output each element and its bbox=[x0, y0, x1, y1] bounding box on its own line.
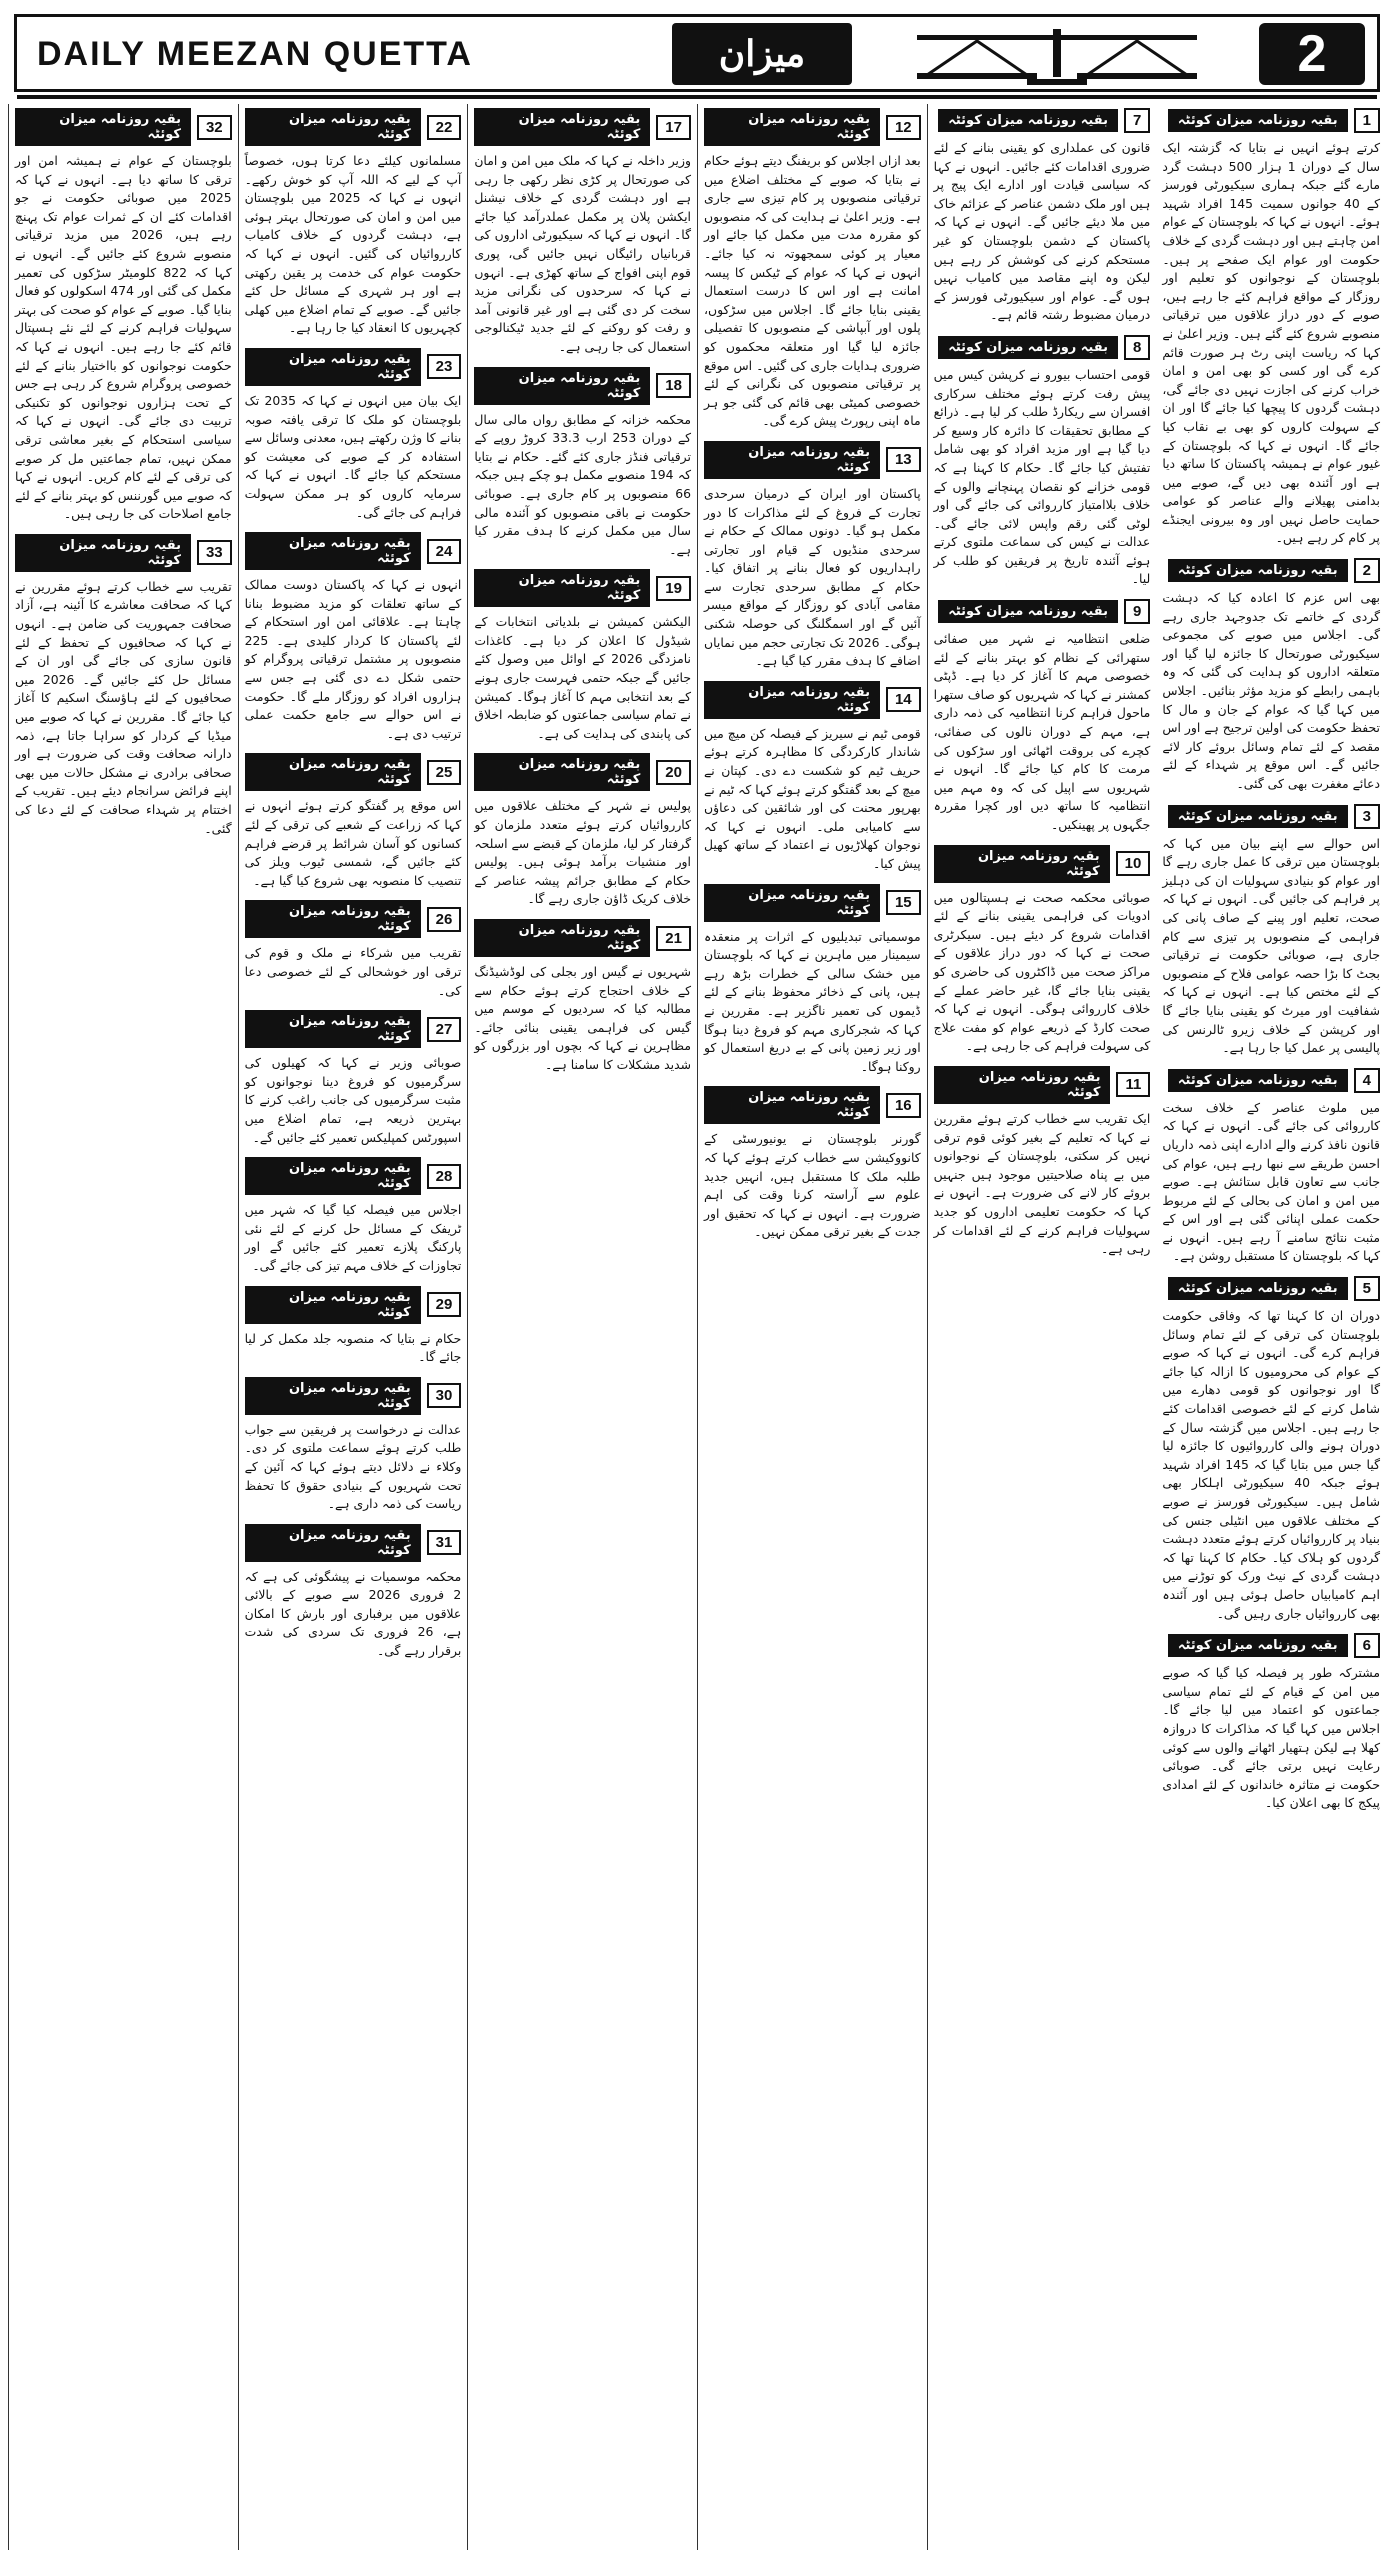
news-story bbox=[704, 441, 921, 671]
news-story bbox=[1162, 108, 1380, 548]
news-story bbox=[704, 1086, 921, 1242]
continued-kicker: بقیہ روزنامہ میزان کوئٹہ bbox=[474, 919, 650, 957]
story-number: 26 bbox=[427, 907, 462, 932]
story-number: 29 bbox=[427, 1292, 462, 1317]
story-body: ضلعی انتظامیہ نے شہر میں صفائی ستھرائی کے نظام کو بہتر بنانے کے لئے خصوصی مہم کا آغاز کر دیا ہے۔ ڈپٹی کمشنر نے کہا کہ شہریوں کو صاف ستھرا ماحول فراہم کرنا انتظامیہ کی ذمہ داری ہے، مہم کے دوران نالوں کی صفائی، کچرے کی بروقت اٹھائی اور سڑکوں کی مرمت کا کام کیا جائے گا۔ انہوں نے شہریوں سے اپیل کی کہ وہ مہم میں انتظامیہ کا ساتھ دیں اور کچرا مقررہ جگہوں پر پھینکیں۔ bbox=[933, 631, 1151, 832]
story-number: 11 bbox=[1116, 1072, 1150, 1097]
story-body: میں ملوث عناصر کے خلاف سخت کارروائی کی جائے گی۔ انہوں نے کہا کہ قانون نافذ کرنے والے ادارے اپنی ذمہ داریاں احسن طریقے سے نبھا رہے ہیں، عوام کی جانب سے تعاون قابل ستائش ہے۔ صوبے میں امن و امان کی بحالی کے لئے مربوط حکمت عملی اپنائی گئی ہے اور اس کے مثبت نتائج سامنے آ رہے ہیں۔ انہوں نے کہا کہ بلوچستان کا مستقبل روشن ہے۔ bbox=[1162, 1099, 1380, 1264]
news-story bbox=[245, 348, 462, 522]
story-header bbox=[474, 569, 691, 607]
story-header bbox=[934, 1066, 1151, 1104]
continued-kicker: بقیہ روزنامہ میزان کوئٹہ bbox=[1168, 559, 1348, 582]
news-story bbox=[474, 919, 691, 1075]
story-body: شہریوں نے گیس اور بجلی کی لوڈشیڈنگ کے خلاف احتجاج کرتے ہوئے حکام سے مطالبہ کیا کہ سردیوں کے موسم میں گیس کی فراہمی یقینی بنائی جائے۔ مظاہرین نے کہا کہ بچوں اور بزرگوں کو شدید مشکلات کا سامنا ہے۔ bbox=[474, 964, 691, 1072]
story-body: بعد ازاں اجلاس کو بریفنگ دیتے ہوئے حکام نے بتایا کہ صوبے کے مختلف اضلاع میں ترقیاتی منصوبوں پر کام تیزی سے جاری ہے۔ وزیر اعلیٰ نے ہدایت کی کہ منصوبوں کو مقررہ مدت میں مکمل کیا جائے اور معیار پر کوئی سمجھوتہ نہ کیا جائے۔ انہوں نے کہا کہ عوام کے ٹیکس کا پیسہ امانت ہے اور اس کا درست استعمال یقینی بنایا جائے گا۔ اجلاس میں سڑکوں، پلوں اور آبپاشی کے منصوبوں کا تفصیلی جائزہ لیا گیا اور متعلقہ محکموں کو ضروری ہدایات جاری کی گئیں۔ اس موقع پر ترقیاتی منصوبوں کی نگرانی کے لئے خصوصی کمیٹی بھی قائم کی گئی جو ہر ماہ اپنی رپورٹ پیش کرے گی۔ bbox=[704, 153, 921, 429]
news-story bbox=[1162, 1276, 1380, 1623]
news-story bbox=[704, 108, 921, 431]
story-number: 3 bbox=[1354, 804, 1380, 829]
story-number: 21 bbox=[656, 926, 691, 951]
story-header bbox=[704, 681, 921, 719]
news-story bbox=[934, 335, 1151, 589]
news-story bbox=[245, 1010, 462, 1147]
story-number: 31 bbox=[427, 1530, 462, 1555]
story-body: قومی ٹیم نے سیریز کے فیصلہ کن میچ میں شاندار کارکردگی کا مظاہرہ کرتے ہوئے حریف ٹیم کو شکست دے دی۔ کپتان نے میچ کے بعد گفتگو کرتے ہوئے کہا کہ ٹیم نے بھرپور محنت کی اور شائقین کی دعاؤں سے کامیابی ملی۔ انہوں نے کہا کہ نوجوان کھلاڑیوں نے اعتماد کے ساتھ کھیل پیش کیا۔ bbox=[704, 725, 921, 871]
continued-kicker: بقیہ روزنامہ میزان کوئٹہ bbox=[938, 109, 1118, 132]
continued-kicker: بقیہ روزنامہ میزان کوئٹہ bbox=[938, 336, 1118, 359]
continued-kicker: بقیہ روزنامہ میزان کوئٹہ bbox=[1168, 1277, 1348, 1300]
story-body: تقریب میں شرکاء نے ملک و قوم کی ترقی اور خوشحالی کے لئے خصوصی دعا کی۔ bbox=[244, 945, 462, 998]
story-body: ایک تقریب سے خطاب کرتے ہوئے مقررین نے کہا کہ تعلیم کے بغیر کوئی قوم ترقی نہیں کر سکتی، بلوچستان کے نوجوانوں میں بے پناہ صلاحیتیں موجود ہیں جنہیں بروئے کار لانے کی ضرورت ہے۔ انہوں نے کہا کہ حکومت تعلیمی اداروں کو جدید سہولیات فراہم کرنے کے لئے اقدامات کر رہی ہے۔ bbox=[933, 1110, 1151, 1257]
story-header bbox=[474, 108, 691, 146]
news-column bbox=[238, 104, 468, 2550]
continued-kicker: بقیہ روزنامہ میزان کوئٹہ bbox=[245, 900, 421, 938]
story-number: 30 bbox=[427, 1383, 462, 1408]
continued-kicker: بقیہ روزنامہ میزان کوئٹہ bbox=[474, 108, 650, 146]
news-column bbox=[927, 104, 1157, 2550]
story-body: بھی اس عزم کا اعادہ کیا کہ دہشت گردی کے خاتمے تک جدوجہد جاری رہے گی۔ اجلاس میں صوبے کی مجموعی سیکیورٹی صورتحال کا جائزہ لیا گیا اور متعلقہ اداروں کو ہدایت کی گئی کہ وہ باہمی رابطے کو مزید مؤثر بنائیں۔ اجلاس میں کہا گیا کہ عوام کے جان و مال کا تحفظ حکومت کی اولین ترجیح ہے اور اس مقصد کے لئے تمام وسائل بروئے کار لائے جائیں گے۔ اس موقع پر شہداء کے لئے دعائے مغفرت بھی کی گئی۔ bbox=[1162, 590, 1380, 791]
story-number: 23 bbox=[427, 354, 462, 379]
continued-kicker: بقیہ روزنامہ میزان کوئٹہ bbox=[245, 1286, 421, 1324]
news-story bbox=[704, 884, 921, 1077]
newspaper-title: DAILY MEEZAN QUETTA bbox=[37, 35, 473, 73]
news-story bbox=[1162, 1068, 1380, 1266]
story-header bbox=[1162, 804, 1380, 829]
news-story bbox=[15, 534, 232, 838]
news-story bbox=[934, 108, 1151, 325]
news-story bbox=[245, 900, 462, 1000]
story-header bbox=[934, 108, 1151, 133]
story-body: صوبائی محکمہ صحت نے ہسپتالوں میں ادویات کی فراہمی یقینی بنانے کے لئے اقدامات شروع کر دیئے ہیں۔ سیکرٹری صحت نے کہا کہ دور دراز علاقوں کے مراکز صحت میں ڈاکٹروں کی حاضری کو یقینی بنایا جائے گا، غیر حاضر عملے کے خلاف کارروائی ہوگی۔ انہوں نے کہا کہ صحت کارڈ کے ذریعے عوام کو مفت علاج کی سہولت فراہم کی جا رہی ہے۔ bbox=[933, 889, 1151, 1054]
news-story bbox=[15, 108, 232, 524]
story-header bbox=[245, 1157, 462, 1195]
story-body: دوران ان کا کہنا تھا کہ وفاقی حکومت بلوچستان کی ترقی کے لئے تمام وسائل فراہم کرے گی۔ انہوں نے کہا کہ صوبے کے عوام کی محرومیوں کا ازالہ کیا جائے گا اور نوجوانوں کو قومی دھارے میں شامل کرنے کے لئے خصوصی اقدامات کئے جا رہے ہیں۔ اجلاس میں گزشتہ سال کے دوران ہونے والی کارروائیوں کا جائزہ لیا گیا جس میں بتایا گیا کہ 145 افراد شہید ہوئے جبکہ 40 سیکیورٹی اہلکار بھی شامل ہیں۔ سیکیورٹی فورسز نے صوبے کے مختلف علاقوں میں انٹیلی جنس کی بنیاد پر کارروائیاں کرتے ہوئے متعدد دہشت گردوں کو ہلاک کیا۔ حکام کا کہنا تھا کہ دہشت گردی کے نیٹ ورک کو توڑنے میں اہم کامیابیاں حاصل ہوئی ہیں اور آئندہ بھی کارروائیاں جاری رہیں گی۔ bbox=[1162, 1308, 1380, 1621]
story-number: 15 bbox=[886, 890, 921, 915]
news-story bbox=[474, 367, 691, 560]
continued-kicker: بقیہ روزنامہ میزان کوئٹہ bbox=[1168, 109, 1348, 132]
story-header bbox=[704, 441, 921, 479]
story-header bbox=[1162, 1276, 1380, 1301]
continued-kicker: بقیہ روزنامہ میزان کوئٹہ bbox=[1168, 1634, 1348, 1657]
story-header bbox=[934, 599, 1151, 624]
story-body: مشترکہ طور پر فیصلہ کیا گیا کہ صوبے میں امن کے قیام کے لئے تمام سیاسی جماعتوں کو اعتماد میں لیا جائے گا۔ اجلاس میں کہا گیا کہ مذاکرات کا دروازہ کھلا ہے لیکن ہتھیار اٹھانے والوں سے کوئی رعایت نہیں برتی جائے گی۔ صوبائی حکومت نے متاثرہ خاندانوں کے لئے امدادی پیکج کا بھی اعلان کیا۔ bbox=[1162, 1665, 1380, 1811]
continued-kicker: بقیہ روزنامہ میزان کوئٹہ bbox=[245, 1157, 421, 1195]
story-number: 2 bbox=[1354, 558, 1380, 583]
news-story bbox=[474, 753, 691, 909]
continued-kicker: بقیہ روزنامہ میزان کوئٹہ bbox=[245, 532, 421, 570]
continued-kicker: بقیہ روزنامہ میزان کوئٹہ bbox=[474, 367, 650, 405]
story-body: قانون کی عملداری کو یقینی بنانے کے لئے ضروری اقدامات کئے جائیں۔ انہوں نے کہا کہ سیاسی قیادت اور ادارے ایک پیج پر ہیں اور ملک دشمن عناصر کے عزائم خاک میں ملا دیئے جائیں گے۔ انہوں نے کہا کہ پاکستان کے دشمن بلوچستان کو غیر مستحکم کرنے کی کوشش کر رہے ہیں لیکن وہ اپنے مقاصد میں کامیاب نہیں ہوں گے۔ عوام اور سیکیورٹی فورسز کے درمیان مضبوط رشتہ قائم ہے۔ bbox=[933, 140, 1151, 323]
story-header bbox=[1162, 558, 1380, 583]
story-header bbox=[245, 108, 462, 146]
story-number: 6 bbox=[1354, 1633, 1380, 1658]
story-body: الیکشن کمیشن نے بلدیاتی انتخابات کے شیڈول کا اعلان کر دیا ہے۔ کاغذات نامزدگی 2026 کے اوائل میں وصول کئے جائیں گے جبکہ حتمی فہرست جاری ہونے کے بعد انتخابی مہم کا آغاز ہوگا۔ کمیشن نے تمام سیاسی جماعتوں کو ضابطہ اخلاق کی پابندی کی ہدایت کی ہے۔ bbox=[474, 614, 691, 741]
story-header bbox=[704, 1086, 921, 1124]
news-story bbox=[245, 532, 462, 743]
story-body: ایک بیان میں انہوں نے کہا کہ 2035 تک بلوچستان کو ملک کا ترقی یافتہ صوبہ بنانے کا وژن رکھتے ہیں، معدنی وسائل سے استفادہ کر کے صوبے کی معیشت کو مستحکم کیا جائے گا۔ انہوں نے کہا کہ سرمایہ کاروں کو ہر ممکن سہولت فراہم کی جائے گی۔ bbox=[244, 392, 462, 520]
continued-kicker: بقیہ روزنامہ میزان کوئٹہ bbox=[704, 884, 880, 922]
story-number: 16 bbox=[886, 1093, 921, 1118]
story-body: قومی احتساب بیورو نے کرپشن کیس میں پیش رفت کرتے ہوئے مختلف سرکاری افسران سے ریکارڈ طلب کر لیا ہے۔ ذرائع کے مطابق تحقیقات کا دائرہ کار وسیع کر دیا گیا ہے اور مزید افراد کو بھی شامل تفتیش کیا جائے گا۔ حکام کا کہنا ہے کہ قومی خزانے کو نقصان پہنچانے والوں کے خلاف بلاامتیاز کارروائی کی جائے گی اور لوٹی گئی رقم واپس لائی جائے گی۔ عدالت نے کیس کی سماعت ملتوی کرتے ہوئے آئندہ تاریخ پر فریقین کو طلب کر لیا۔ bbox=[933, 366, 1151, 587]
story-body: موسمیاتی تبدیلیوں کے اثرات پر منعقدہ سیمینار میں ماہرین نے کہا کہ بلوچستان میں خشک سالی کے خطرات بڑھ رہے ہیں، پانی کے ذخائر محفوظ بنانے کے لئے ڈیموں کی تعمیر ناگزیر ہے۔ مقررین نے کہا کہ شجرکاری مہم کو فروغ دینا ہوگا اور زیر زمین پانی کے بے دریغ استعمال کو روکنا ہوگا۔ bbox=[704, 928, 921, 1074]
continued-kicker: بقیہ روزنامہ میزان کوئٹہ bbox=[704, 441, 880, 479]
continued-kicker: بقیہ روزنامہ میزان کوئٹہ bbox=[934, 845, 1110, 883]
continued-kicker: بقیہ روزنامہ میزان کوئٹہ bbox=[704, 681, 880, 719]
story-number: 8 bbox=[1124, 335, 1150, 360]
continued-kicker: بقیہ روزنامہ میزان کوئٹہ bbox=[934, 1066, 1111, 1104]
continued-kicker: بقیہ روزنامہ میزان کوئٹہ bbox=[245, 1377, 421, 1415]
news-story bbox=[245, 1286, 462, 1367]
story-header bbox=[245, 1377, 462, 1415]
story-number: 28 bbox=[427, 1164, 462, 1189]
story-body: صوبائی وزیر نے کہا کہ کھیلوں کی سرگرمیوں کو فروغ دینا نوجوانوں کو مثبت سرگرمیوں کی جانب راغب کرنے کا بہترین ذریعہ ہے، تمام اضلاع میں اسپورٹس کمپلیکس تعمیر کئے جائیں گے۔ bbox=[244, 1055, 462, 1145]
news-story bbox=[1162, 1633, 1380, 1813]
continued-kicker: بقیہ روزنامہ میزان کوئٹہ bbox=[704, 108, 880, 146]
story-number: 27 bbox=[427, 1017, 462, 1042]
masthead-rule bbox=[17, 95, 1377, 99]
story-body: پولیس نے شہر کے مختلف علاقوں میں کارروائیاں کرتے ہوئے متعدد ملزمان کو گرفتار کر لیا، ملزمان کے قبضے سے اسلحہ اور منشیات برآمد ہوئی ہیں۔ پولیس حکام کے مطابق جرائم پیشہ عناصر کے خلاف کریک ڈاؤن جاری رہے گا۔ bbox=[474, 798, 691, 907]
news-story bbox=[1162, 804, 1380, 1058]
continued-kicker: بقیہ روزنامہ میزان کوئٹہ bbox=[15, 534, 191, 572]
masthead bbox=[14, 14, 1380, 92]
news-story bbox=[245, 753, 462, 890]
story-body: اجلاس میں فیصلہ کیا گیا کہ شہر میں ٹریفک کے مسائل حل کرنے کے لئے نئی پارکنگ پلازے تعمیر کئے جائیں گے اور تجاوزات کے خلاف مہم تیز کی جائے گی۔ bbox=[244, 1202, 462, 1273]
continued-kicker: بقیہ روزنامہ میزان کوئٹہ bbox=[245, 1010, 421, 1048]
story-number: 18 bbox=[656, 373, 691, 398]
story-number: 9 bbox=[1124, 599, 1150, 624]
story-body: مسلمانوں کیلئے دعا کرتا ہوں، خصوصاً آپ کے لیے کہ اللہ آپ کو خوش رکھے۔ انہوں نے کہا کہ 2025 میں بلوچستان میں امن و امان کی صورتحال بہتر ہوئی ہے، دہشت گردوں کے خلاف کامیاب کارروائیاں کی گئیں۔ انہوں نے کہا کہ حکومت عوام کی خدمت پر یقین رکھتی ہے اور ہر شہری کے مسائل حل کئے جائیں گے۔ صوبے کے تمام اضلاع میں کھلی کچہریوں کا انعقاد کیا جا رہا ہے۔ bbox=[244, 153, 462, 336]
story-body: انہوں نے کہا کہ پاکستان دوست ممالک کے ساتھ تعلقات کو مزید مضبوط بنانا چاہتا ہے۔ علاقائی امن اور استحکام کے لئے پاکستان کا کردار کلیدی ہے۔ 225 منصوبوں پر مشتمل ترقیاتی پروگرام کو حتمی شکل دے دی گئی ہے جس سے ہزاروں افراد کو روزگار ملے گا۔ حکومت نے اس حوالے سے جامع حکمت عملی ترتیب دی ہے۔ bbox=[244, 577, 462, 741]
continued-kicker: بقیہ روزنامہ میزان کوئٹہ bbox=[1168, 805, 1348, 828]
story-header bbox=[245, 532, 462, 570]
story-header bbox=[1162, 108, 1380, 133]
news-story bbox=[704, 681, 921, 874]
story-number: 33 bbox=[197, 540, 232, 565]
story-number: 24 bbox=[427, 539, 462, 564]
continued-kicker: بقیہ روزنامہ میزان کوئٹہ bbox=[245, 108, 421, 146]
story-body: تقریب سے خطاب کرتے ہوئے مقررین نے کہا کہ صحافت معاشرے کا آئینہ ہے، آزاد صحافت جمہوریت کی ضامن ہے۔ انہوں نے کہا کہ صحافیوں کے تحفظ کے لئے قانون سازی کی جائے گی اور ان کے مسائل حل کئے جائیں گے۔ 2026 میں صحافیوں کے لئے ہاؤسنگ اسکیم کا آغاز کیا جائے گا۔ مقررین نے کہا کہ صوبے میں میڈیا کے کردار کو سراہا جاتا ہے، ذمہ دارانہ صحافت وقت کی ضرورت ہے اور صحافی برادری نے مشکل حالات میں بھی اپنے فرائض سرانجام دیئے ہیں۔ تقریب کے اختتام پر شہداء صحافت کے لئے دعا کی گئی۔ bbox=[15, 578, 232, 836]
story-body: گورنر بلوچستان نے یونیورسٹی کے کانووکیشن سے خطاب کرتے ہوئے کہا کہ طلبہ ملک کا مستقبل ہیں، انہیں جدید علوم سے آراستہ کرنا وقت کی اہم ضرورت ہے۔ انہوں نے کہا کہ تحقیق اور جدت کے بغیر ترقی ممکن نہیں۔ bbox=[704, 1131, 921, 1240]
continued-kicker: بقیہ روزنامہ میزان کوئٹہ bbox=[245, 753, 421, 791]
story-number: 20 bbox=[656, 760, 691, 785]
news-column bbox=[8, 104, 238, 2550]
continued-kicker: بقیہ روزنامہ میزان کوئٹہ bbox=[474, 569, 650, 607]
news-story bbox=[1162, 558, 1380, 794]
balance-scale-icon bbox=[907, 23, 1207, 87]
story-number: 32 bbox=[197, 115, 232, 140]
story-header bbox=[245, 348, 462, 386]
story-header bbox=[1162, 1633, 1380, 1658]
news-column bbox=[467, 104, 697, 2550]
story-number: 10 bbox=[1116, 851, 1151, 876]
continued-kicker: بقیہ روزنامہ میزان کوئٹہ bbox=[245, 1524, 421, 1562]
newspaper-logo: میزان bbox=[672, 23, 852, 85]
continued-kicker: بقیہ روزنامہ میزان کوئٹہ bbox=[15, 108, 191, 146]
story-header bbox=[474, 367, 691, 405]
story-body: اس حوالے سے اپنے بیان میں کہا کہ بلوچستان میں ترقی کا عمل جاری رہے گا اور عوام کو بنیادی سہولیات ان کی دہلیز پر فراہم کی جائیں گی۔ انہوں نے کہا کہ صحت، تعلیم اور پینے کے صاف پانی کی فراہمی کے منصوبوں پر تیزی سے کام جاری ہے، صوبائی حکومت نے ترقیاتی بجٹ کا بڑا حصہ عوامی فلاح کے منصوبوں کے لئے مختص کیا ہے۔ انہوں نے کہا کہ شفافیت اور میرٹ کو یقینی بنایا جائے گا اور کرپشن کے خلاف زیرو ٹالرنس کی پالیسی پر عمل کیا جا رہا ہے۔ bbox=[1162, 835, 1380, 1056]
story-body: وزیر داخلہ نے کہا کہ ملک میں امن و امان کی صورتحال پر کڑی نظر رکھی جا رہی ہے اور دہشت گردی کے خلاف نیشنل ایکشن پلان پر مکمل عملدرآمد کیا جائے گا۔ انہوں نے کہا کہ سیکیورٹی اداروں کی قربانیاں رائیگاں نہیں جائیں گی، پوری قوم اپنی افواج کے ساتھ کھڑی ہے۔ انہوں نے کہا کہ سرحدوں کی نگرانی مزید سخت کر دی گئی ہے اور غیر قانونی آمد و رفت کو روکنے کے لئے جدید ٹیکنالوجی استعمال کی جا رہی ہے۔ bbox=[474, 153, 691, 354]
news-story bbox=[474, 108, 691, 357]
news-column bbox=[1156, 104, 1386, 2550]
story-number: 17 bbox=[656, 115, 691, 140]
story-body: کرتے ہوئے انہیں نے بتایا کہ گزشتہ ایک سال کے دوران 1 ہزار 500 دہشت گرد مارے گئے جبکہ ہماری سیکیورٹی فورسز کے 40 جوانوں سمیت 145 افراد شہید ہوئے۔ انہوں نے کہا کہ بلوچستان کے عوام امن چاہتے ہیں اور دہشت گردی کے خلاف حکومت اور عوام ایک صفحے پر ہیں۔ بلوچستان کے نوجوانوں کو تعلیم اور روزگار کے مواقع فراہم کئے جا رہے ہیں، صوبے کے دور دراز علاقوں میں ترقیاتی منصوبے شروع کئے گئے ہیں۔ وزیر اعلیٰ نے کہا کہ ریاست اپنی رٹ ہر صورت قائم کرے گی اور کسی کو بھی امن و امان خراب کرنے کی اجازت نہیں دی جائے گی، دہشت گردوں کا پیچھا کیا جائے گا اور ان کے سہولت کاروں کو بھی بے نقاب کیا جائے گا۔ انہوں نے کہا کہ بلوچستان کے غیور عوام نے ہمیشہ پاکستان کا ساتھ دیا ہے اور آئندہ بھی دیں گے، صوبے میں بدامنی پھیلانے والے عناصر کو عوامی حمایت حاصل نہیں اور وہ بیرونی ایجنڈے پر کام کر رہے ہیں۔ bbox=[1162, 140, 1380, 546]
story-number: 7 bbox=[1124, 108, 1150, 133]
continued-kicker: بقیہ روزنامہ میزان کوئٹہ bbox=[474, 753, 650, 791]
story-header bbox=[934, 845, 1151, 883]
story-header bbox=[474, 753, 691, 791]
story-body: حکام نے بتایا کہ منصوبہ جلد مکمل کر لیا جائے گا۔ bbox=[244, 1330, 462, 1365]
story-header bbox=[245, 1286, 462, 1324]
news-story bbox=[245, 1377, 462, 1514]
story-header bbox=[245, 1524, 462, 1562]
story-number: 19 bbox=[656, 576, 691, 601]
news-story bbox=[474, 569, 691, 743]
story-number: 1 bbox=[1354, 108, 1380, 133]
story-body: پاکستان اور ایران کے درمیان سرحدی تجارت کے فروغ کے لئے مذاکرات کا دور مکمل ہو گیا۔ دونوں ممالک کے حکام نے سرحدی منڈیوں کے قیام اور تجارتی راہداریوں کو فعال بنانے پر اتفاق کیا۔ حکام کے مطابق سرحدی تجارت سے مقامی آبادی کو روزگار کے مواقع میسر آئیں گے اور اسمگلنگ کی حوصلہ شکنی ہوگی۔ 2026 تک تجارتی حجم میں نمایاں اضافے کا ہدف مقرر کیا گیا ہے۔ bbox=[704, 485, 921, 669]
story-number: 12 bbox=[886, 115, 921, 140]
story-number: 25 bbox=[427, 760, 462, 785]
story-number: 14 bbox=[886, 687, 921, 712]
story-header bbox=[704, 884, 921, 922]
columns-container bbox=[8, 104, 1386, 2550]
continued-kicker: بقیہ روزنامہ میزان کوئٹہ bbox=[938, 600, 1118, 623]
continued-kicker: بقیہ روزنامہ میزان کوئٹہ bbox=[704, 1086, 880, 1124]
story-number: 4 bbox=[1354, 1068, 1380, 1093]
story-body: محکمہ خزانہ کے مطابق رواں مالی سال کے دوران 253 ارب 33.3 کروڑ روپے کے ترقیاتی فنڈز جاری کئے گئے۔ حکام نے بتایا کہ 194 منصوبے مکمل ہو چکے ہیں جبکہ 66 منصوبوں پر کام جاری ہے۔ صوبائی حکومت نے باقی منصوبوں کو آئندہ مالی سال میں مکمل کرنے کا ہدف مقرر کیا ہے۔ bbox=[474, 411, 691, 557]
story-header bbox=[15, 108, 232, 146]
news-column bbox=[697, 104, 927, 2550]
story-body: اس موقع پر گفتگو کرتے ہوئے انہوں نے کہا کہ زراعت کے شعبے کی ترقی کے لئے کسانوں کو آسان شرائط پر قرضے فراہم کئے جائیں گے، شمسی ٹیوب ویلز کی تنصیب کا منصوبہ بھی شروع کیا گیا ہے۔ bbox=[244, 798, 462, 888]
news-story bbox=[245, 108, 462, 338]
story-header bbox=[245, 753, 462, 791]
story-header bbox=[1162, 1068, 1380, 1093]
story-header bbox=[474, 919, 691, 957]
story-header bbox=[245, 1010, 462, 1048]
story-body: بلوچستان کے عوام نے ہمیشہ امن اور ترقی کا ساتھ دیا ہے۔ انہوں نے کہا کہ 2025 میں صوبائی حکومت نے جو اقدامات کئے ان کے ثمرات عوام تک پہنچ رہے ہیں، 2026 میں مزید ترقیاتی منصوبے شروع کئے جائیں گے۔ انہوں نے کہا کہ 822 کلومیٹر سڑکوں کی تعمیر مکمل کی گئی اور 474 اسکولوں کو فعال بنایا گیا۔ صوبے کے عوام کو صحت کی بہتر سہولیات فراہم کرنے کے لئے نئے ہسپتال قائم کئے جا رہے ہیں۔ انہوں نے کہا کہ حکومت نوجوانوں کو بااختیار بنانے کے لئے خصوصی پروگرام شروع کر رہی ہے جس کے تحت ہزاروں نوجوانوں کو تکنیکی تربیت دی جائے گی۔ انہوں نے کہا کہ سیاسی استحکام کے بغیر معاشی ترقی ممکن نہیں، تمام جماعتیں مل کر صوبے کی ترقی کے لئے کام کریں۔ انہوں نے کہا کہ صوبے میں گورننس کو بہتر بنانے کے لئے جامع اصلاحات کی جا رہی ہیں۔ bbox=[15, 153, 232, 522]
story-header bbox=[245, 900, 462, 938]
story-number: 22 bbox=[427, 115, 462, 140]
news-story bbox=[245, 1524, 462, 1661]
continued-kicker: بقیہ روزنامہ میزان کوئٹہ bbox=[245, 348, 421, 386]
story-header bbox=[704, 108, 921, 146]
news-story bbox=[934, 845, 1151, 1056]
news-story bbox=[934, 1066, 1151, 1259]
story-body: عدالت نے درخواست پر فریقین سے جواب طلب کرتے ہوئے سماعت ملتوی کر دی۔ وکلاء نے دلائل دیتے ہوئے کہا کہ آئین کے تحت شہریوں کے بنیادی حقوق کا تحفظ ریاست کی ذمہ داری ہے۔ bbox=[244, 1421, 462, 1512]
story-number: 5 bbox=[1354, 1276, 1380, 1301]
continued-kicker: بقیہ روزنامہ میزان کوئٹہ bbox=[1168, 1069, 1348, 1092]
page-number: 2 bbox=[1259, 23, 1365, 85]
story-body: محکمہ موسمیات نے پیشگوئی کی ہے کہ 2 فروری 2026 سے صوبے کے بالائی علاقوں میں برفباری اور بارش کا امکان ہے، 26 فروری تک سردی کی شدت برقرار رہے گی۔ bbox=[244, 1568, 462, 1659]
news-story bbox=[934, 599, 1151, 835]
story-number: 13 bbox=[886, 447, 921, 472]
story-header bbox=[15, 534, 232, 572]
news-story bbox=[245, 1157, 462, 1275]
story-header bbox=[934, 335, 1151, 360]
